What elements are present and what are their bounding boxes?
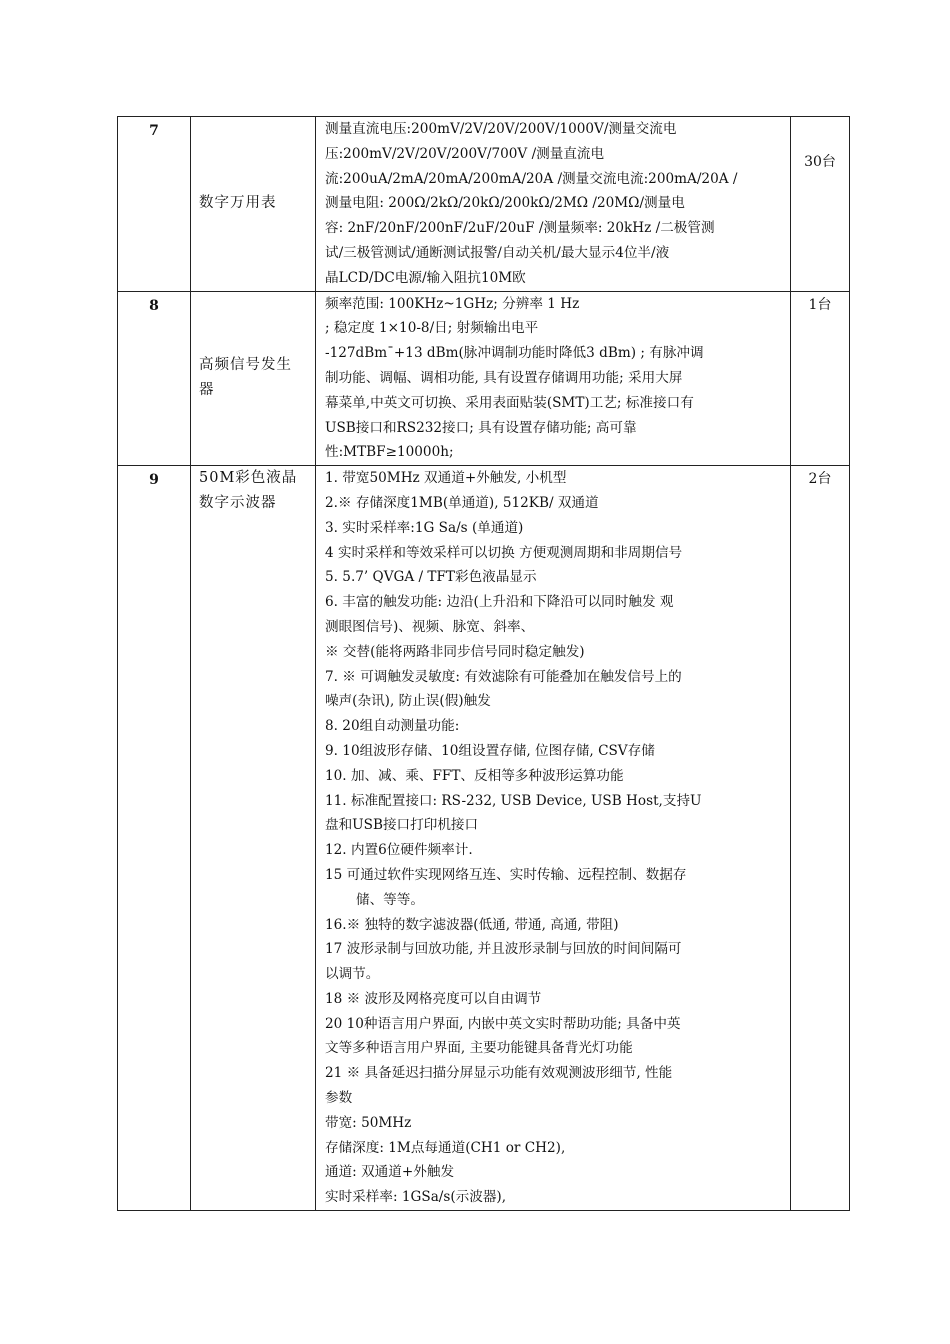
item-name-cell: 数字万用表 [191,117,316,292]
table-row [118,291,850,466]
table-row [118,466,850,1211]
item-spec-cell: 测量直流电压:200mV/2V/20V/200V/1000V/测量交流电 压:200mV/2V/20V/200V/700V /测量直流电 流:200uA/2mA/20mA/200mA/20A /测量交流电流:200mA/20A / 测量电阻: 200Ω/2kΩ/20kΩ/200kΩ/2MΩ /20MΩ/测量电 容: 2nF/20nF/200nF/2uF/20uF /测量频率: 20kHz /二极管测 试/三极管测试/通断测试报警/自动关机/最大显示4位半/液 晶LCD/DC电源/输入阻抗10M欧 [316,117,791,292]
item-name-cell: 50M彩色液晶 数字示波器 [191,466,316,1211]
equipment-spec-table [117,116,850,1211]
item-quantity-cell: 1台 [791,291,850,466]
item-spec-cell: 1. 带宽50MHz 双通道+外触发, 小机型 2.※ 存储深度1MB(单通道), 512KB/ 双通道 3. 实时采样率:1G Sa/s (单通道) 4 实时采样和等效采样可以切换 方便观测周期和非周期信号 5. 5.7’ QVGA / TFT彩色液晶显示 6. 丰富的触发功能: 边沿(上升沿和下降沿可以同时触发 观 测眼图信号)、视频、脉宽、斜率、 ※ 交替(能将两路非同步信号同时稳定触发) 7. ※ 可调触发灵敏度: 有效滤除有可能叠加在触发信号上的 噪声(杂讯), 防止误(假)触发 8. 20组自动测量功能: 9. 10组波形存储、10组设置存储, 位图存储, CSV存储 10. 加、减、乘、FFT、反相等多种波形运算功能 11. 标准配置接口: RS-232, USB Device, USB Host,支持U 盘和USB接口打印机接口 12. 内置6位硬件频率计. 15 可通过软件实现网络互连、实时传输、远程控制、数据存 储、等等。 16.※ 独特的数字滤波器(低通, 带通, 高通, 带阻) 17 波形录制与回放功能, 并且波形录制与回放的时间间隔可 以调节。 18 ※ 波形及网格亮度可以自由调节 20 10种语言用户界面, 内嵌中英文实时帮助功能; 具备中英 文等多种语言用户界面, 主要功能键具备背光灯功能 21 ※ 具备延迟扫描分屏显示功能有效观测波形细节, 性能 参数 带宽: 50MHz 存储深度: 1M点每通道(CH1 or CH2), 通道: 双通道+外触发 实时采样率: 1GSa/s(示波器), [316,466,791,1211]
item-spec-cell: 频率范围: 100KHz~1GHz; 分辨率 1 Hz ; 稳定度 1×10-8/日; 射频输出电平 -127dBm¯+13 dBm(脉冲调制功能时降低3 dBm) ; 有脉冲调 制功能、调幅、调相功能, 具有设置存储调用功能; 采用大屏 幕菜单,中英文可切换、采用表面贴装(SMT)工艺; 标准接口有 USB接口和RS232接口; 具有设置存储功能; 高可靠 性:MTBF≥10000h; [316,291,791,466]
item-number-cell: 9 [118,466,191,1211]
table-row [118,117,850,292]
item-number-cell: 7 [118,117,191,292]
item-quantity-cell: 30台 [791,117,850,292]
item-number-cell: 8 [118,291,191,466]
item-name-cell: 高频信号发生 器 [191,291,316,466]
item-quantity-cell: 2台 [791,466,850,1211]
